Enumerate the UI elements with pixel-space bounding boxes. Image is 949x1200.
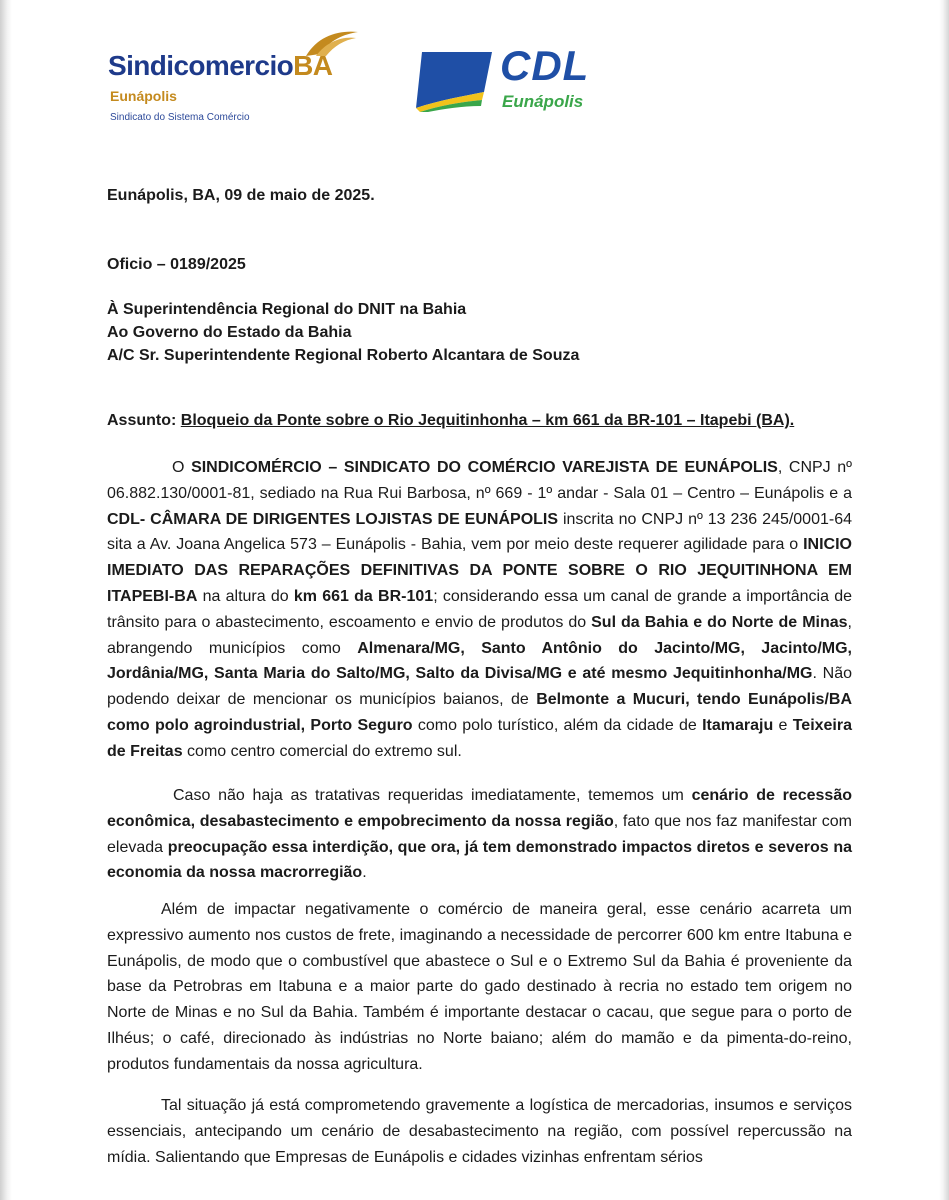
p1-bold: CDL- CÂMARA DE DIRIGENTES LOJISTAS DE EUNÁPOLIS [107,510,559,528]
p1-bold: INICIO IMEDIATO DAS REPARAÇÕES DEFINITIVAS DA PONTE SOBRE O RIO JEQUITINHONA EM ITAPEBI-BA [107,536,852,605]
p1-bold: Almenara/MG, Santo Antônio do Jacinto/MG, Jacinto/MG, Jordânia/MG, Santa Maria do Salto/MG, Salto da Divisa/MG e até mesmo Jequitinhonha/MG [107,639,852,683]
sindicomercio-city: Eunápolis [110,88,177,104]
oficio-number: Oficio – 0189/2025 [107,256,246,273]
p1-bold: SINDICOMÉRCIO – SINDICATO DO COMÉRCIO VAREJISTA DE EUNÁPOLIS [191,459,778,476]
sindicomercio-logo [108,28,368,128]
p1-text: e [773,716,793,734]
sindicomercio-subtitle: Sindicato do Sistema Comércio [110,112,250,123]
p2-bold: cenário de recessão econômica, desabastecimento e empobrecimento da nossa região [107,787,852,830]
date-line: Eunápolis, BA, 09 de maio de 2025. [107,187,375,204]
p1-text: na altura do [197,587,294,605]
cdl-emblem-icon [414,48,494,112]
p2-text: . [362,864,367,882]
recipient-line: À Superintendência Regional do DNIT na Bahia [107,301,467,318]
sindicomercio-wordmark [108,50,332,82]
p1-bold: Sul da Bahia e do Norte de Minas [591,613,848,631]
body-paragraph-4: Tal situação já está comprometendo gravemente a logística de mercadorias, insumos e serviços essenciais, antecipando um cenário de desabastecimento na região, com possível repercussão na mídia. Salientando que Empresas de Eunápolis e cidades vizinhas enfrentam sérios [107,1097,852,1166]
p1-text: , CNPJ nº 06.882.130/0001-81, sediado na Rua Rui Barbosa, nº 669 - 1º andar - Sala 01 – Centro – Eunápolis e a [107,459,853,502]
p1-text: . Não podendo deixar de mencionar os municípios baianos, de [107,665,852,709]
subject-text: Bloqueio da Ponte sobre o Rio Jequitinhonha – km 661 da BR-101 – Itapebi (BA). [180,412,795,429]
p2-bold: preocupação essa interdição, que ora, já tem demonstrado impactos diretos e severos na economia da nossa macrorregião [107,838,852,882]
p1-text: como centro comercial do extremo sul. [182,742,462,760]
p1-text: ; considerando essa um canal de grande a importância de trânsito para o abastecimento, escoamento e envio de produtos do [107,587,852,631]
p1-text: como polo turístico, além da cidade de [412,716,703,734]
sindicomercio-brand: Sindicomercio [108,50,294,81]
recipient-line: A/C Sr. Superintendente Regional Roberto Alcantara de Souza [107,347,580,364]
body-paragraph-1 [107,455,852,765]
page-edge-shadow-right [939,0,949,1200]
page-edge-shadow-left [0,0,12,1200]
cdl-logo [414,42,614,116]
p1-text: O [172,459,192,476]
p1-bold: Belmonte a Mucuri, tendo Eunápolis/BA como polo agroindustrial, Porto Seguro [107,691,853,734]
subject-label: Assunto: [107,412,177,429]
sindicomercio-brand-suffix: BA [293,50,333,81]
body-paragraph-2 [107,783,852,886]
p2-text: Caso não haja as tratativas requeridas imediatamente, tememos um [173,787,692,804]
p1-text: inscrita no CNPJ nº 13 236 245/0001-64 sita a Av. Joana Angelica 573 – Eunápolis - Bahia, vem por meio deste requerer agilidade para o [107,510,852,554]
p1-bold: Itamaraju [702,716,774,734]
cdl-wordmark: CDL [500,42,590,89]
p1-text: , abrangendo municípios como [107,613,852,657]
recipient-line: Ao Governo do Estado da Bahia [107,324,352,341]
p1-bold: km 661 da BR-101 [293,587,434,605]
p2-text: , fato que nos faz manifestar com elevada [107,812,852,856]
body-paragraph-3: Além de impactar negativamente o comércio de maneira geral, esse cenário acarreta um expressivo aumento nos custos de frete, imaginando a necessidade de percorrer 600 km entre Itabuna e Eunápolis, de modo que o combustível que abastece o Sul e o Extremo Sul da Bahia é proveniente da base da Petrobras em Itabuna e a maior parte do gado destinado à recria no estado tem origem no Norte de Minas e no Sul da Bahia. Também é importante destacar o cacau, que segue para o porto de Ilhéus; o café, direcionado às indústrias no Norte baiano; além do mamão e da pimenta-do-reino, produtos fundamentais da nossa agricultura. [107,901,852,1073]
subject-line [107,412,794,430]
cdl-city: Eunápolis [502,92,584,111]
p1-bold: Teixeira de Freitas [107,716,852,760]
